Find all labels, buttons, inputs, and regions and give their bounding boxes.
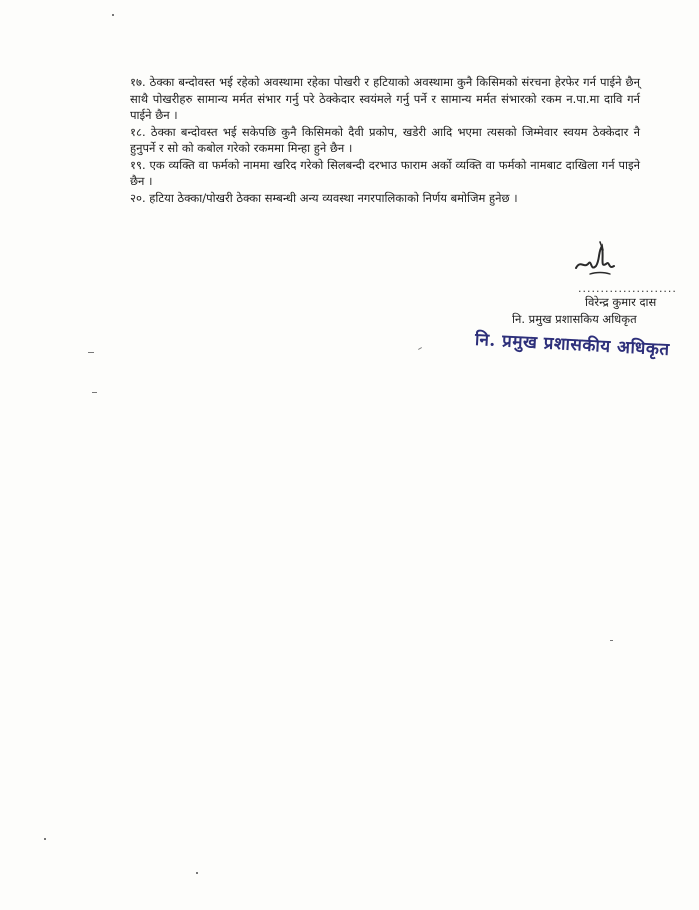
handwritten-signature <box>570 238 620 280</box>
scan-speck <box>196 872 198 874</box>
scan-speck <box>418 347 422 350</box>
clause-18: १८. ठेक्का बन्दोवस्त भई सकेपछि कुनै किसिमको दैवी प्रकोप, खडेरी आदि भएमा त्यसको जिम्मेवार स्वयम ठेक्केदार नै हुनुपर्ने र सो को कबोल गरेको रकममा मिन्हा हुने छैन । <box>130 124 640 155</box>
clause-17: १७. ठेक्का बन्दोवस्त भई रहेको अवस्थामा रहेका पोखरी र हटियाको अवस्थामा कुनै किसिमको संरचना हेरफेर गर्न पाईने छैन् साथै पोखरीहरु सामान्य मर्मत संभार गर्नु परे ठेक्केदार स्वयंमले गर्नु पर्ने र सामान्य मर्मत संभारको रकम न.पा.मा दावि गर्न पाईने छैन । <box>130 75 640 122</box>
scan-speck <box>44 838 46 840</box>
clause-20: २०. हटिया ठेक्का/पोखरी ठेक्का सम्बन्धी अन्य व्यवस्था नगरपालिकाको निर्णय बमोजिम हुनेछ । <box>130 190 518 205</box>
official-stamp: नि. प्रमुख प्रशासकीय अधिकृत <box>474 329 671 361</box>
scan-speck <box>88 352 94 353</box>
clause-19: १९. एक व्यक्ति वा फर्मको नाममा खरिद गरेको सिलबन्दी दरभाउ फाराम अर्को व्यक्ति वा फर्मको नामबाट दाखिला गर्न पाइने छैन । <box>130 157 640 188</box>
scan-speck <box>610 640 613 641</box>
signer-name: विरेन्द्र कुमार दास <box>585 295 657 309</box>
scan-speck <box>92 392 97 393</box>
clauses-section <box>130 74 640 206</box>
scan-speck <box>112 14 114 16</box>
signer-title: नि. प्रमुख प्रशासकिय अधिकृत <box>512 312 637 326</box>
signature-line: ...................... <box>578 282 677 295</box>
